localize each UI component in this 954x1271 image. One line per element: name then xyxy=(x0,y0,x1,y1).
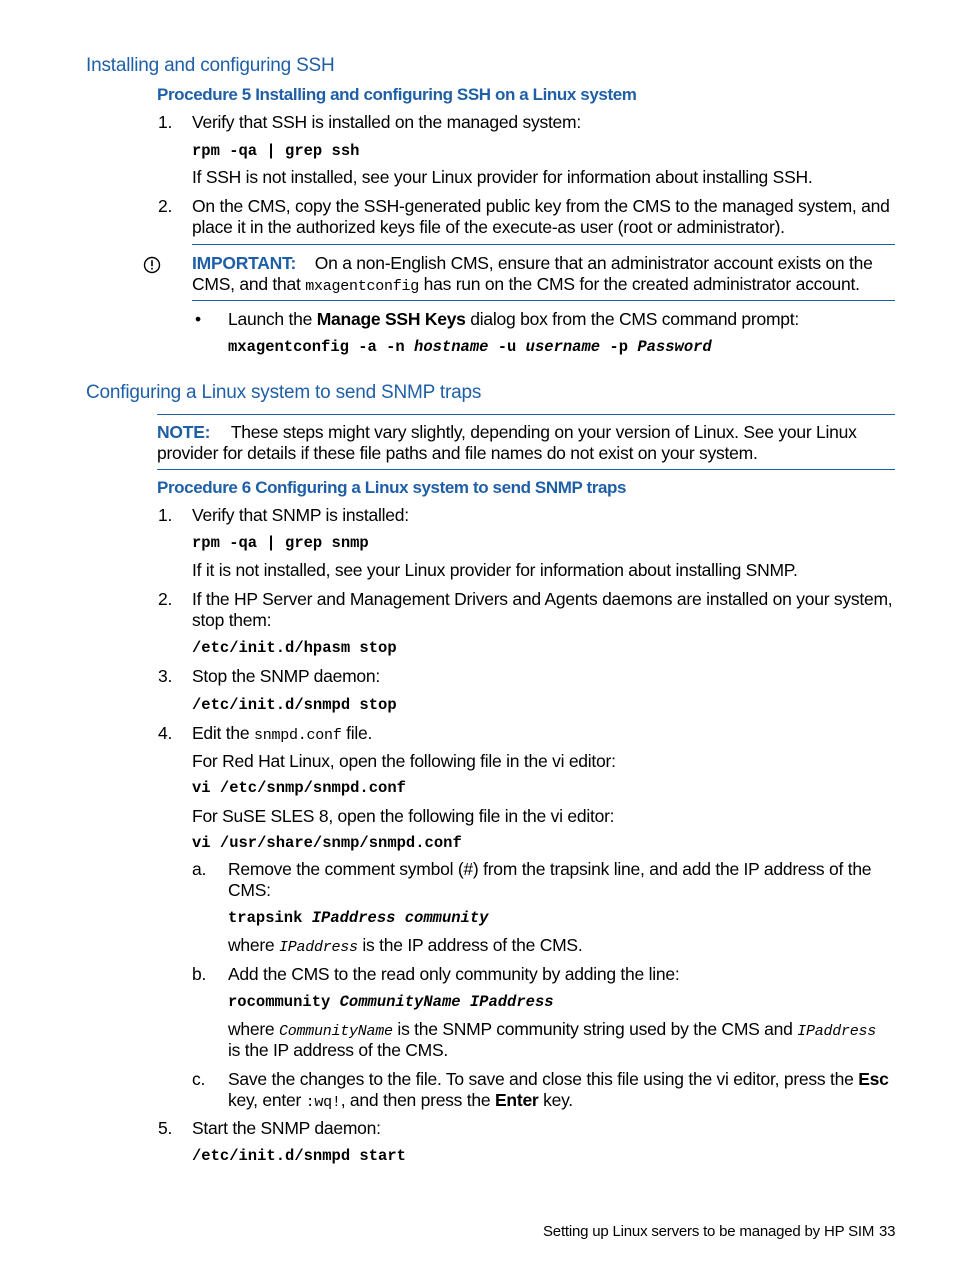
note-line2: provider for details if these file paths and file names do not exist on your system. xyxy=(157,443,758,463)
step-number: 4. xyxy=(158,723,173,743)
text-run: where xyxy=(228,935,280,955)
text-run: Edit the xyxy=(192,723,254,743)
cmd-arg: username xyxy=(525,338,601,356)
text-run: dialog box from the CMS command prompt: xyxy=(465,309,800,329)
key-name: Enter xyxy=(495,1090,539,1110)
inline-code: snmpd.conf xyxy=(253,727,342,744)
command-line xyxy=(228,993,554,1011)
text-run: is the IP address of the CMS. xyxy=(357,935,583,955)
important-text: has run on the CMS for the created administrator account. xyxy=(419,274,860,294)
bullet-text xyxy=(228,309,799,330)
cmd-part: -p xyxy=(600,338,638,356)
step-number: 2. xyxy=(158,589,173,609)
step-text: Verify that SNMP is installed: xyxy=(192,505,409,525)
divider xyxy=(192,244,895,245)
note-label: NOTE: xyxy=(157,422,211,442)
divider xyxy=(157,414,895,415)
step-text: place it in the authorized keys file of the execute-as user (root or administrator). xyxy=(192,217,785,237)
inline-code: IPaddress xyxy=(279,939,358,956)
step-text: stop them: xyxy=(192,610,272,630)
cmd-arg: hostname xyxy=(414,338,489,356)
cmd-part: -u xyxy=(488,338,526,356)
step-text: If SSH is not installed, see your Linux provider for information about installing SSH. xyxy=(192,167,813,187)
command-line xyxy=(228,909,488,927)
step-text: If the HP Server and Management Drivers and Agents daemons are installed on your system, xyxy=(192,589,893,609)
text-run: where xyxy=(228,1019,280,1039)
inline-code: mxagentconfig xyxy=(305,278,420,295)
substep-text xyxy=(228,1019,876,1042)
step-text: Stop the SNMP daemon: xyxy=(192,666,381,686)
important-line1 xyxy=(192,253,873,274)
divider xyxy=(157,469,895,470)
cmd-arg: Password xyxy=(637,338,712,356)
command-line: /etc/init.d/snmpd stop xyxy=(192,696,397,714)
command-line: rpm -qa | grep snmp xyxy=(192,534,369,552)
cmd-part: rocommunity xyxy=(228,993,340,1011)
bullet-mark: • xyxy=(195,309,201,329)
note-text: These steps might vary slightly, depending on your version of Linux. See your Linux xyxy=(230,422,857,442)
footer-text: Setting up Linux servers to be managed by HP SIM xyxy=(543,1223,875,1240)
important-text: CMS, and that xyxy=(192,274,306,294)
command-line: vi /usr/share/snmp/snmpd.conf xyxy=(192,834,462,852)
command-line: /etc/init.d/hpasm stop xyxy=(192,639,397,657)
substep-text xyxy=(228,1090,573,1113)
text-run: file. xyxy=(341,723,373,743)
cmd-part: trapsink xyxy=(228,909,312,927)
step-text: If it is not installed, see your Linux provider for information about installing SNMP. xyxy=(192,560,798,580)
divider xyxy=(192,300,895,301)
substep-text: CMS: xyxy=(228,880,271,900)
substep-letter: a. xyxy=(192,859,207,879)
step-text: For SuSE SLES 8, open the following file in the vi editor: xyxy=(192,806,615,826)
text-run: , and then press the xyxy=(340,1090,495,1110)
command-line: vi /etc/snmp/snmpd.conf xyxy=(192,779,406,797)
text-run: key, enter xyxy=(228,1090,306,1110)
procedure-title-5: Procedure 5 Installing and configuring SSH on a Linux system xyxy=(157,85,637,104)
step-text: On the CMS, copy the SSH-generated public key from the CMS to the managed system, and xyxy=(192,196,890,216)
command-line: /etc/init.d/snmpd start xyxy=(192,1147,406,1165)
important-line2 xyxy=(192,274,860,297)
text-run: Save the changes to the file. To save and close this file using the vi editor, press the xyxy=(228,1069,859,1089)
step-number: 2. xyxy=(158,196,173,216)
substep-text xyxy=(228,935,582,958)
substep-letter: b. xyxy=(192,964,207,984)
command-line xyxy=(228,338,712,356)
important-label: IMPORTANT: xyxy=(192,253,297,273)
step-number: 1. xyxy=(158,505,173,525)
key-name: Esc xyxy=(858,1069,889,1089)
substep-text: Add the CMS to the read only community by adding the line: xyxy=(228,964,680,984)
inline-code: IPaddress xyxy=(797,1023,877,1040)
ui-name: Manage SSH Keys xyxy=(316,309,466,329)
cmd-arg: IPaddress community xyxy=(311,909,489,927)
step-text: Verify that SSH is installed on the managed system: xyxy=(192,112,581,132)
substep-text: is the IP address of the CMS. xyxy=(228,1040,449,1060)
page-number: 33 xyxy=(879,1223,896,1240)
text-run: is the SNMP community string used by the CMS and xyxy=(392,1019,798,1039)
step-text xyxy=(192,723,372,746)
step-number: 3. xyxy=(158,666,173,686)
procedure-title-6: Procedure 6 Configuring a Linux system to send SNMP traps xyxy=(157,478,627,497)
inline-code: :wq! xyxy=(305,1094,341,1111)
text-run: key. xyxy=(538,1090,573,1110)
substep-text: Remove the comment symbol (#) from the trapsink line, and add the IP address of the xyxy=(228,859,872,879)
step-text: Start the SNMP daemon: xyxy=(192,1118,381,1138)
note-line1 xyxy=(157,422,857,443)
cmd-arg: CommunityName IPaddress xyxy=(339,993,554,1011)
substep-text xyxy=(228,1069,889,1090)
important-icon xyxy=(143,256,161,279)
cmd-part: mxagentconfig -a -n xyxy=(228,338,415,356)
step-text: For Red Hat Linux, open the following file in the vi editor: xyxy=(192,751,616,771)
step-number: 5. xyxy=(158,1118,173,1138)
command-line: rpm -qa | grep ssh xyxy=(192,142,360,160)
text-run: Launch the xyxy=(228,309,317,329)
section-heading-snmp: Configuring a Linux system to send SNMP traps xyxy=(86,382,482,403)
section-heading-ssh: Installing and configuring SSH xyxy=(86,55,335,76)
important-text: On a non-English CMS, ensure that an administrator account exists on the xyxy=(314,253,873,273)
inline-code: CommunityName xyxy=(279,1023,393,1040)
substep-letter: c. xyxy=(192,1069,206,1089)
step-number: 1. xyxy=(158,112,173,132)
